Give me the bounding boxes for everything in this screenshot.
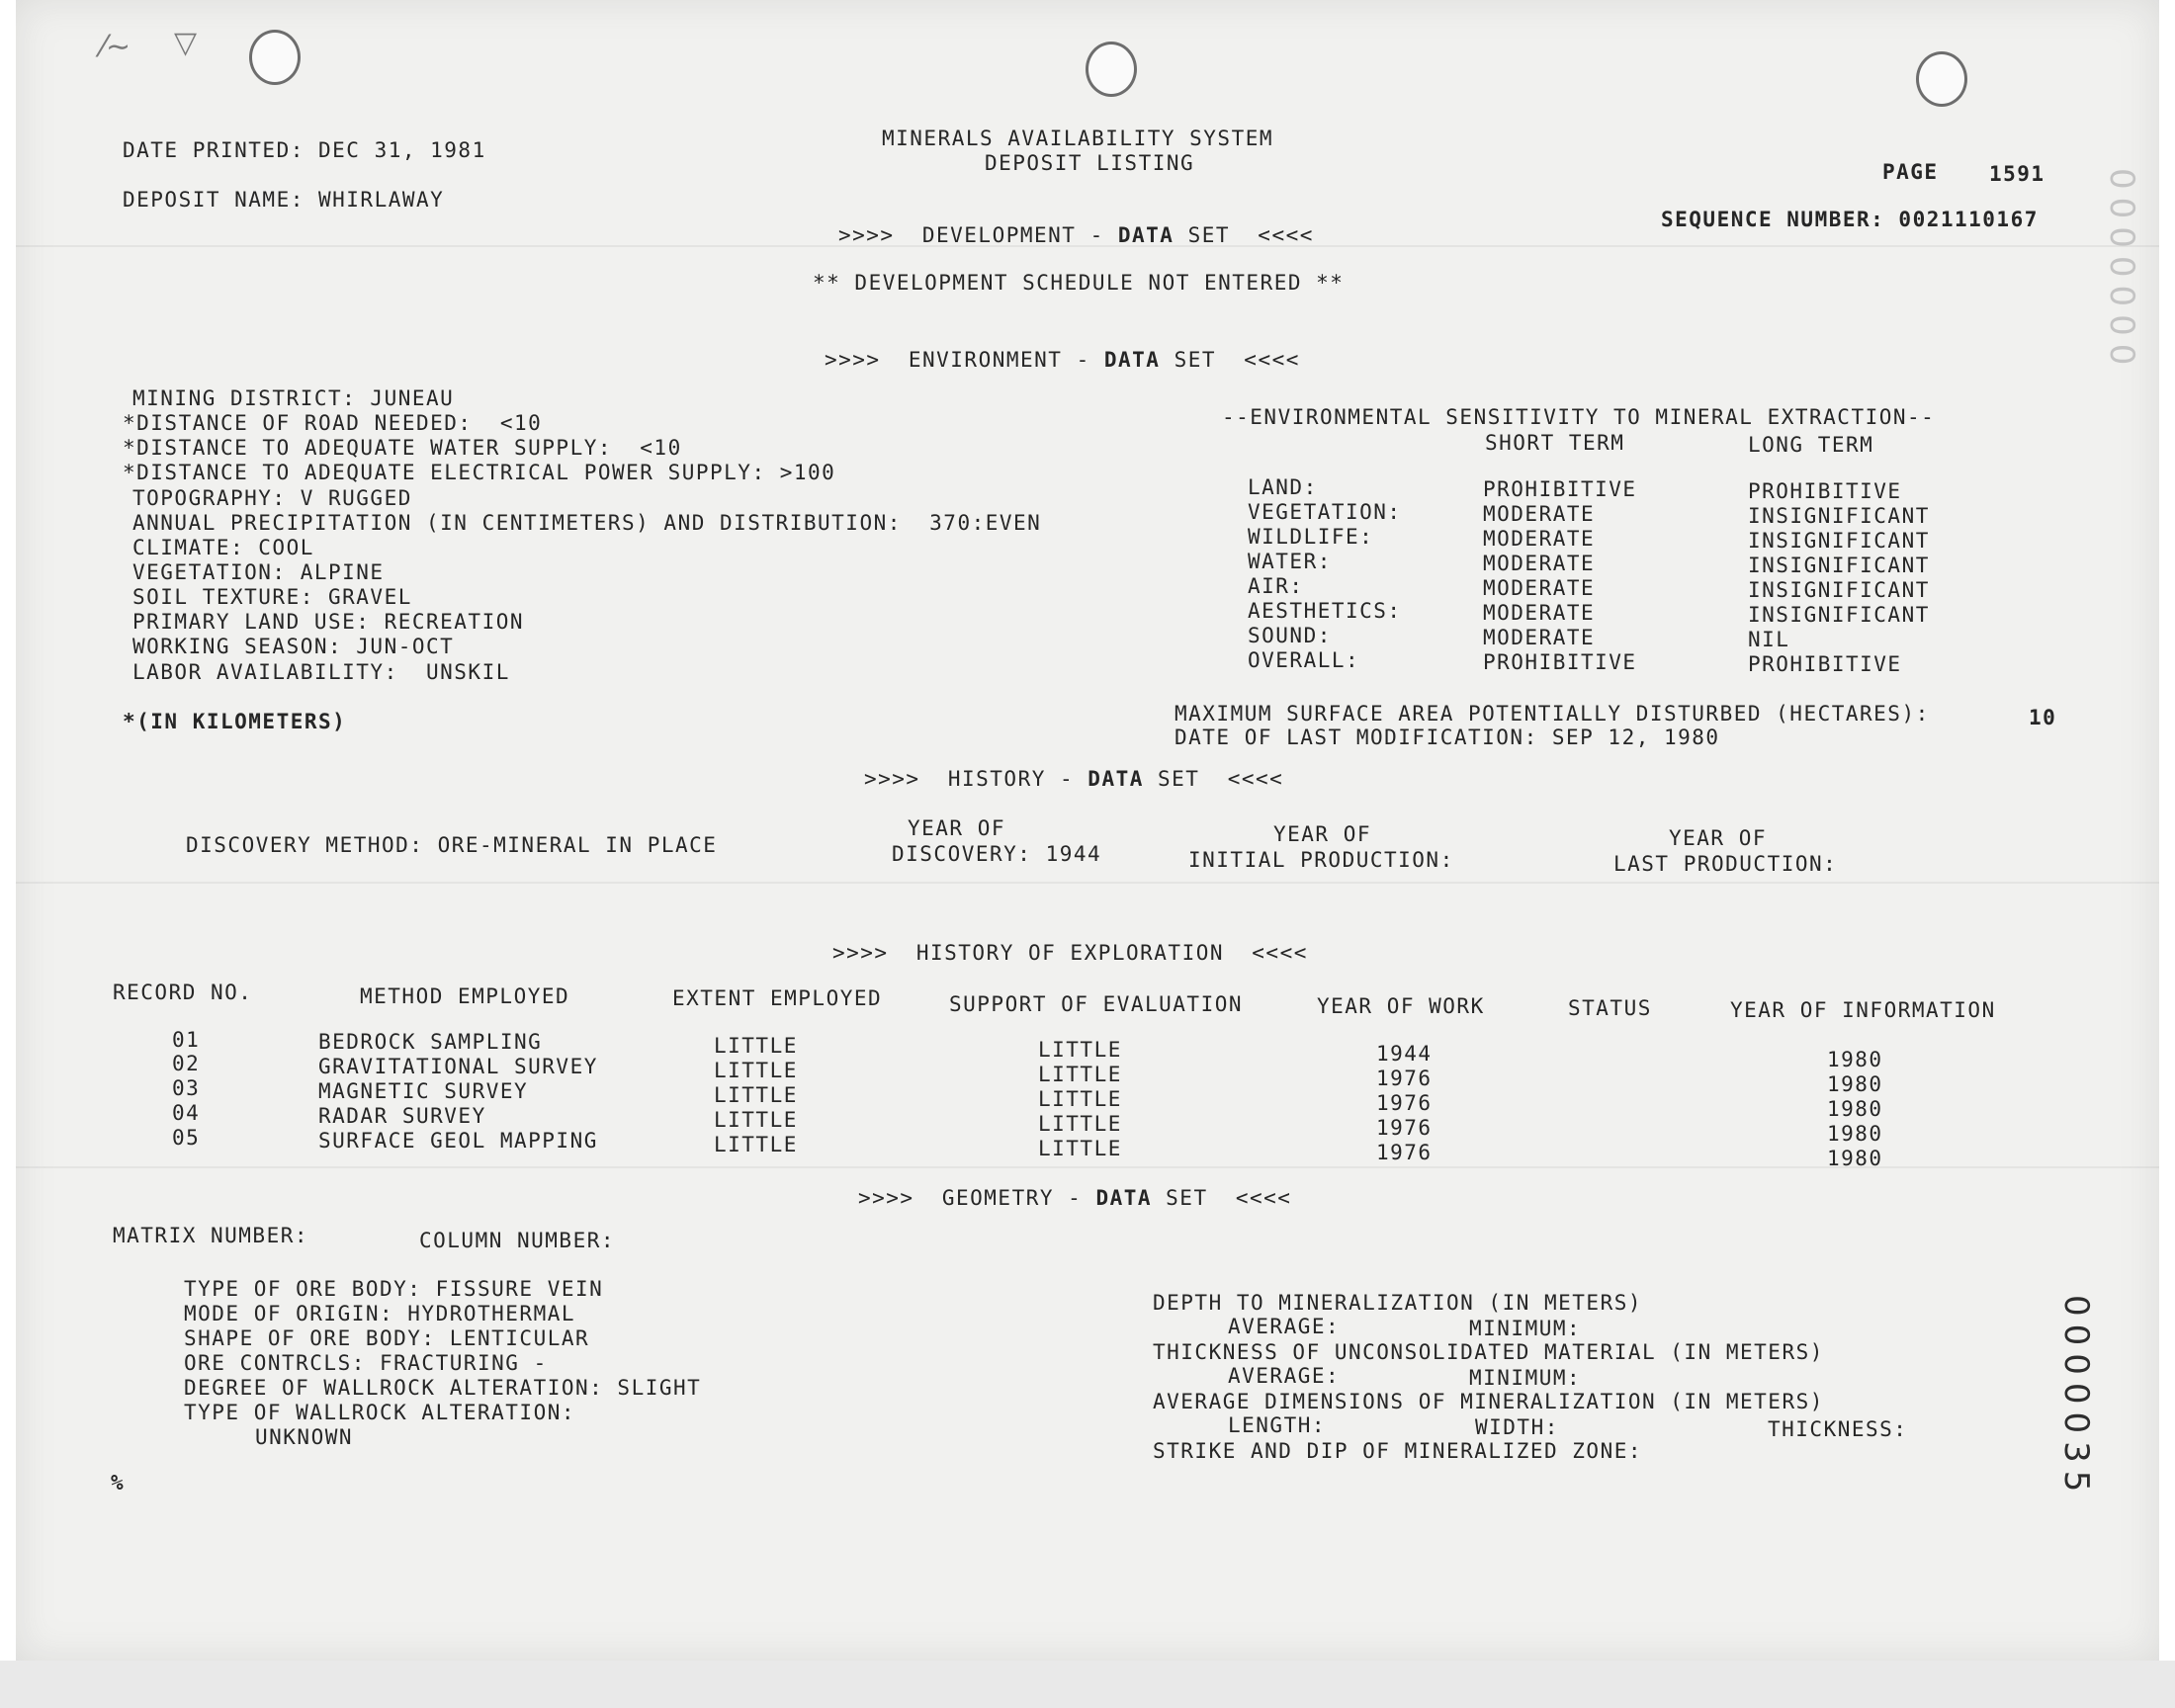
sensitivity-label: VEGETATION: <box>1248 500 1402 524</box>
depth-title: DEPTH TO MINERALIZATION (IN METERS) <box>1153 1291 1643 1315</box>
env-mining-district: MINING DISTRICT: JUNEAU <box>132 386 455 410</box>
thickness-title: THICKNESS OF UNCONSOLIDATED MATERIAL (IN METERS) <box>1153 1340 1824 1364</box>
exploration-heading: >>>> HISTORY OF EXPLORATION <<<< <box>832 941 1308 965</box>
table-row-year-work: 1976 <box>1376 1116 1433 1140</box>
env-working-season: WORKING SEASON: JUN-OCT <box>132 635 455 658</box>
page-label: PAGE <box>1882 160 1939 184</box>
thickness-minimum-label: MINIMUM: <box>1469 1366 1582 1390</box>
pen-mark: ▽ <box>174 26 198 60</box>
col-support-evaluation: SUPPORT OF EVALUATION <box>949 992 1244 1016</box>
sequence-number: SEQUENCE NUMBER: 0021110167 <box>1661 208 2039 231</box>
table-row-record: 05 <box>172 1126 201 1150</box>
sensitivity-long: INSIGNIFICANT <box>1748 504 1930 528</box>
sensitivity-short: MODERATE <box>1483 601 1596 625</box>
table-row-year-info: 1980 <box>1827 1122 1883 1146</box>
table-row-support: LITTLE <box>1038 1038 1122 1062</box>
env-footnote: *(IN KILOMETERS) <box>123 710 347 733</box>
page-number: 1591 <box>1989 162 2045 186</box>
max-surface-value: 10 <box>2029 706 2057 729</box>
table-row-year-work: 1976 <box>1376 1091 1433 1115</box>
sensitivity-long: INSIGNIFICANT <box>1748 529 1930 553</box>
max-surface-label: MAXIMUM SURFACE AREA POTENTIALLY DISTURBED (HECTARES): <box>1174 702 1930 726</box>
wallrock-alteration-type: TYPE OF WALLROCK ALTERATION: <box>184 1401 576 1424</box>
ore-body-type: TYPE OF ORE BODY: FISSURE VEIN <box>184 1277 604 1301</box>
listing-title: DEPOSIT LISTING <box>985 151 1195 175</box>
sensitivity-short: PROHIBITIVE <box>1483 650 1637 674</box>
table-row-year-info: 1980 <box>1827 1097 1883 1121</box>
table-row-support: LITTLE <box>1038 1112 1122 1136</box>
environment-heading: >>>> ENVIRONMENT - DATA SET <<<< <box>825 348 1300 372</box>
col-method-employed: METHOD EMPLOYED <box>360 984 570 1008</box>
sensitivity-label: WATER: <box>1248 550 1332 573</box>
system-title: MINERALS AVAILABILITY SYSTEM <box>882 127 1274 150</box>
ore-body-shape: SHAPE OF ORE BODY: LENTICULAR <box>184 1326 590 1350</box>
sensitivity-label: WILDLIFE: <box>1248 525 1374 549</box>
sensitivity-title: --ENVIRONMENTAL SENSITIVITY TO MINERAL EXTRACTION-- <box>1222 405 1936 429</box>
wallrock-alteration-value: UNKNOWN <box>255 1425 354 1449</box>
sensitivity-short: PROHIBITIVE <box>1483 477 1637 501</box>
development-note: ** DEVELOPMENT SCHEDULE NOT ENTERED ** <box>813 271 1345 295</box>
table-row-method: GRAVITATIONAL SURVEY <box>318 1055 598 1078</box>
table-row-support: LITTLE <box>1038 1137 1122 1160</box>
sensitivity-short: MODERATE <box>1483 552 1596 575</box>
sensitivity-short: MODERATE <box>1483 626 1596 649</box>
sensitivity-label: LAND: <box>1248 475 1318 499</box>
env-land-use: PRIMARY LAND USE: RECREATION <box>132 610 525 634</box>
sensitivity-label: OVERALL: <box>1248 648 1360 672</box>
last-modification: DATE OF LAST MODIFICATION: SEP 12, 1980 <box>1174 726 1720 749</box>
table-row-year-work: 1976 <box>1376 1141 1433 1164</box>
year-of-label: YEAR OF <box>908 816 1006 840</box>
table-row-extent: LITTLE <box>714 1034 798 1058</box>
table-row-record: 04 <box>172 1101 201 1125</box>
long-term-label: LONG TERM <box>1748 433 1874 457</box>
sensitivity-long: PROHIBITIVE <box>1748 652 1902 676</box>
sensitivity-short: MODERATE <box>1483 527 1596 551</box>
table-row-method: BEDROCK SAMPLING <box>318 1030 543 1054</box>
table-row-extent: LITTLE <box>714 1133 798 1156</box>
matrix-number: MATRIX NUMBER: <box>113 1224 309 1247</box>
col-extent-employed: EXTENT EMPLOYED <box>672 986 883 1010</box>
table-row-support: LITTLE <box>1038 1063 1122 1086</box>
width-label: WIDTH: <box>1475 1415 1559 1439</box>
strike-dip: STRIKE AND DIP OF MINERALIZED ZONE: <box>1153 1439 1643 1463</box>
table-row-year-info: 1980 <box>1827 1072 1883 1096</box>
column-number: COLUMN NUMBER: <box>419 1229 616 1252</box>
scan-background <box>0 1661 2175 1708</box>
thickness-average-label: AVERAGE: <box>1228 1364 1341 1388</box>
env-precipitation: ANNUAL PRECIPITATION (IN CENTIMETERS) AND DISTRIBUTION: 370:EVEN <box>132 511 1042 535</box>
pen-mark: ⁄∼ <box>101 30 131 64</box>
sensitivity-long: INSIGNIFICANT <box>1748 603 1930 627</box>
table-row-method: SURFACE GEOL MAPPING <box>318 1129 598 1153</box>
table-row-year-info: 1980 <box>1827 1048 1883 1071</box>
env-road-distance: *DISTANCE OF ROAD NEEDED: <10 <box>123 411 543 435</box>
table-row-record: 03 <box>172 1076 201 1100</box>
deposit-name: DEPOSIT NAME: WHIRLAWAY <box>123 188 445 212</box>
table-row-method: MAGNETIC SURVEY <box>318 1079 529 1103</box>
sensitivity-label: AIR: <box>1248 574 1304 598</box>
sensitivity-long: INSIGNIFICANT <box>1748 554 1930 577</box>
sensitivity-long: INSIGNIFICANT <box>1748 578 1930 602</box>
table-row-extent: LITTLE <box>714 1059 798 1082</box>
year-of-label: YEAR OF <box>1669 826 1768 850</box>
sensitivity-short: MODERATE <box>1483 502 1596 526</box>
last-production: LAST PRODUCTION: <box>1613 852 1838 876</box>
col-year-of-information: YEAR OF INFORMATION <box>1730 998 1996 1022</box>
thickness-label: THICKNESS: <box>1768 1417 1908 1441</box>
wallrock-alteration-degree: DEGREE OF WALLROCK ALTERATION: SLIGHT <box>184 1376 702 1400</box>
sensitivity-long: PROHIBITIVE <box>1748 479 1902 503</box>
table-row-extent: LITTLE <box>714 1083 798 1107</box>
punch-hole <box>1086 42 1137 97</box>
punch-hole <box>1916 51 1967 107</box>
length-label: LENGTH: <box>1228 1413 1327 1437</box>
table-row-method: RADAR SURVEY <box>318 1104 486 1128</box>
scan-line <box>16 882 2159 884</box>
faint-stamp: 0000000 <box>2102 168 2141 374</box>
year-of-label: YEAR OF <box>1273 822 1372 846</box>
sensitivity-label: AESTHETICS: <box>1248 599 1402 623</box>
table-row-record: 01 <box>172 1028 201 1052</box>
env-labor: LABOR AVAILABILITY: UNSKIL <box>132 660 510 684</box>
sensitivity-label: SOUND: <box>1248 624 1332 647</box>
col-status: STATUS <box>1568 996 1652 1020</box>
table-row-support: LITTLE <box>1038 1087 1122 1111</box>
page-stamp: 0000035 <box>2056 1295 2096 1500</box>
depth-minimum-label: MINIMUM: <box>1469 1317 1582 1340</box>
sensitivity-short: MODERATE <box>1483 576 1596 600</box>
mode-of-origin: MODE OF ORIGIN: HYDROTHERMAL <box>184 1302 576 1325</box>
depth-average-label: AVERAGE: <box>1228 1315 1341 1338</box>
discovery-method: DISCOVERY METHOD: ORE-MINERAL IN PLACE <box>186 833 718 857</box>
sensitivity-long: NIL <box>1748 628 1790 651</box>
env-vegetation: VEGETATION: ALPINE <box>132 560 385 584</box>
table-row-year-info: 1980 <box>1827 1147 1883 1170</box>
env-water-distance: *DISTANCE TO ADEQUATE WATER SUPPLY: <10 <box>123 436 682 460</box>
env-climate: CLIMATE: COOL <box>132 536 314 559</box>
env-soil-texture: SOIL TEXTURE: GRAVEL <box>132 585 412 609</box>
dimensions-title: AVERAGE DIMENSIONS OF MINERALIZATION (IN METERS) <box>1153 1390 1824 1413</box>
punch-hole <box>249 30 301 85</box>
percent-mark: % <box>111 1471 126 1494</box>
env-topography: TOPOGRAPHY: V RUGGED <box>132 486 412 510</box>
table-row-extent: LITTLE <box>714 1108 798 1132</box>
table-row-record: 02 <box>172 1052 201 1075</box>
short-term-label: SHORT TERM <box>1485 431 1625 455</box>
date-printed: DATE PRINTED: DEC 31, 1981 <box>123 138 486 162</box>
table-row-year-work: 1944 <box>1376 1042 1433 1066</box>
history-heading: >>>> HISTORY - DATA SET <<<< <box>864 767 1284 791</box>
geometry-heading: >>>> GEOMETRY - DATA SET <<<< <box>858 1186 1292 1210</box>
env-power-distance: *DISTANCE TO ADEQUATE ELECTRICAL POWER SUPPLY: >100 <box>123 461 836 484</box>
initial-production: INITIAL PRODUCTION: <box>1188 848 1454 872</box>
col-year-of-work: YEAR OF WORK <box>1317 994 1485 1018</box>
ore-controls: ORE CONTRCLS: FRACTURING - <box>184 1351 548 1375</box>
document-page <box>16 0 2159 1661</box>
year-of-discovery: DISCOVERY: 1944 <box>892 842 1102 866</box>
development-heading: >>>> DEVELOPMENT - DATA SET <<<< <box>838 223 1314 247</box>
table-row-year-work: 1976 <box>1376 1067 1433 1090</box>
col-record-number: RECORD NO. <box>113 981 253 1004</box>
